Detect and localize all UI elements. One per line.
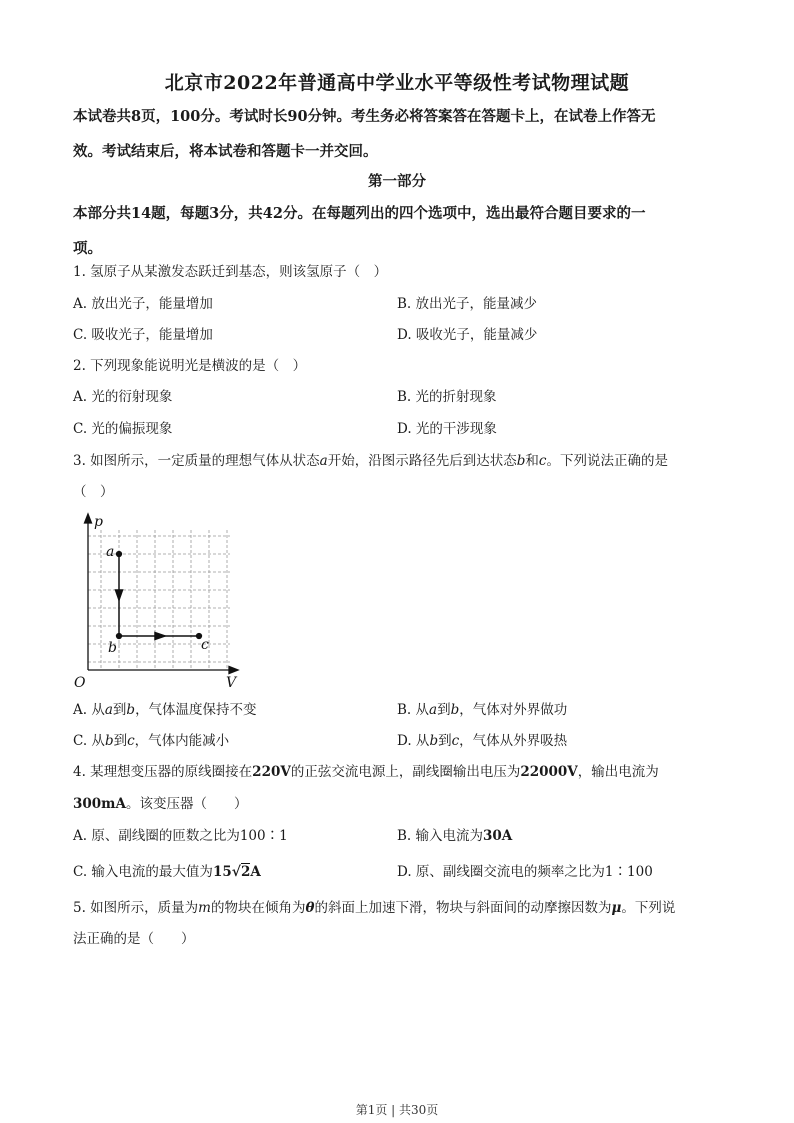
q2-option-b: B. 光的折射现象	[397, 389, 497, 405]
q5-stem-part2: 的物块在倾角为	[210, 900, 306, 916]
q3-a-mid: 到	[112, 702, 127, 718]
q2-stem: 2. 下列现象能说明光是横波的是（ ）	[73, 358, 307, 374]
x-axis-label: V	[226, 675, 237, 691]
q3-d-pre: D. 从	[397, 733, 430, 749]
q3-b-post: ，气体对外界做功	[459, 702, 568, 718]
point-b-label: b	[108, 640, 117, 656]
q4-stem-part4: 。该变压器（ ）	[125, 796, 248, 812]
q3-b-mid: 到	[437, 702, 451, 718]
q5-stem	[73, 898, 723, 918]
q2-option-d: D. 光的干涉现象	[397, 421, 497, 437]
exam-title: 北京市2022年普通高中学业水平等级性考试物理试题	[164, 72, 630, 94]
q3-option-a	[73, 700, 257, 720]
intro-line-1: 本试卷共8页，100分。考试时长90分钟。考生务必将答案答在答题卡上，在试卷上作答无	[73, 108, 656, 125]
q3-c-pre: C. 从	[73, 733, 105, 749]
q4-c-radicand: 2	[240, 864, 251, 880]
q3-b-to: b	[450, 702, 460, 718]
q4-c-unit: A	[250, 864, 261, 880]
q5-stem-line2: 法正确的是（ ）	[73, 931, 195, 947]
q3-paren: （ ）	[73, 484, 114, 500]
q2-option-c: C. 光的偏振现象	[73, 421, 173, 437]
q5-stem-part4: 。下列说	[621, 900, 676, 916]
q4-option-d: D. 原、副线圈交流电的频率之比为1∶100	[397, 864, 653, 880]
q3-stem-part2: 开始，沿图示路径先后到达状态	[327, 453, 517, 469]
arrow-a-to-b	[116, 590, 123, 600]
q3-stem-part1: 3. 如图所示，一定质量的理想气体从状态	[73, 453, 320, 469]
point-a-marker	[117, 552, 122, 557]
q4-stem	[73, 762, 723, 782]
q2-option-a: A. 光的衍射现象	[73, 389, 173, 405]
page-footer: 第1页 | 共30页	[355, 1103, 439, 1117]
q3-a-pre: A. 从	[73, 702, 105, 718]
q4-stem-line2	[73, 794, 723, 814]
arrow-b-to-c	[155, 633, 165, 640]
q3-stem	[73, 451, 723, 471]
q3-and: 和	[525, 453, 539, 469]
origin-label: O	[74, 675, 86, 691]
q4-output-current: 300mA	[73, 796, 126, 812]
q3-state-a: a	[319, 453, 328, 469]
q4-c-pre: C. 输入电流的最大值为	[73, 864, 213, 880]
q4-option-b	[397, 826, 512, 846]
q5-mass-symbol: m	[198, 900, 211, 916]
q4-option-a: A. 原、副线圈的匝数之比为100∶1	[73, 828, 288, 844]
q4-b-pre: B. 输入电流为	[397, 828, 484, 844]
q3-option-b	[397, 700, 567, 720]
q3-d-post: ，气体从外界吸热	[459, 733, 568, 749]
q1-option-c: C. 吸收光子，能量增加	[73, 327, 213, 343]
q3-option-d	[397, 731, 567, 751]
q3-stem-part3: 。下列说法正确的是	[546, 453, 668, 469]
section-desc-2: 项。	[73, 240, 102, 257]
q4-c-coefficient: 15	[212, 864, 232, 880]
section-desc-1: 本部分共14题，每题3分，共42分。在每题列出的四个选项中，选出最符合题目要求的一	[73, 205, 646, 222]
q1-stem: 1. 氢原子从某激发态跃迁到基态，则该氢原子（ ）	[73, 264, 388, 280]
q3-pv-diagram	[70, 510, 250, 695]
q3-option-c	[73, 731, 229, 751]
q5-stem-part3: 的斜面上加速下滑，物块与斜面间的动摩擦因数为	[314, 900, 612, 916]
q3-state-c: c	[538, 453, 547, 469]
q5-stem-part1: 5. 如图所示，质量为	[73, 900, 199, 916]
q1-option-d: D. 吸收光子，能量减少	[397, 327, 538, 343]
q4-stem-part1: 4. 某理想变压器的原线圈接在	[73, 764, 253, 780]
q4-primary-voltage: 220V	[252, 764, 291, 780]
sqrt-sign-icon: √	[231, 864, 241, 880]
q3-a-from: a	[104, 702, 113, 718]
point-b-marker	[117, 634, 122, 639]
q3-a-to: b	[126, 702, 136, 718]
q5-angle-symbol: θ	[305, 900, 315, 916]
q4-secondary-voltage: 22000V	[520, 764, 578, 780]
section-title: 第一部分	[368, 173, 426, 190]
q3-b-from: a	[429, 702, 438, 718]
y-axis-label: p	[94, 514, 103, 530]
q3-state-b: b	[516, 453, 526, 469]
q3-b-pre: B. 从	[397, 702, 430, 718]
q3-c-mid: 到	[113, 733, 128, 749]
q3-a-post: ，气体温度保持不变	[135, 702, 257, 718]
q4-stem-part3: ，输出电流为	[577, 764, 659, 780]
q4-option-c	[73, 862, 261, 882]
q1-option-a: A. 放出光子，能量增加	[73, 296, 213, 312]
q3-c-post: ，气体内能减小	[134, 733, 230, 749]
q3-d-to: c	[451, 733, 460, 749]
q3-d-mid: 到	[438, 733, 452, 749]
intro-line-2: 效。考试结束后，将本试卷和答题卡一并交回。	[73, 143, 378, 160]
point-a-label: a	[106, 544, 115, 560]
q4-b-value: 30A	[483, 828, 513, 844]
q5-friction-symbol: μ	[611, 900, 622, 916]
point-c-label: c	[201, 637, 209, 653]
q3-c-to: c	[127, 733, 135, 749]
q3-c-from: b	[104, 733, 114, 749]
q3-d-from: b	[429, 733, 439, 749]
q4-stem-part2: 的正弦交流电源上，副线圈输出电压为	[290, 764, 521, 780]
q1-option-b: B. 放出光子，能量减少	[397, 296, 538, 312]
